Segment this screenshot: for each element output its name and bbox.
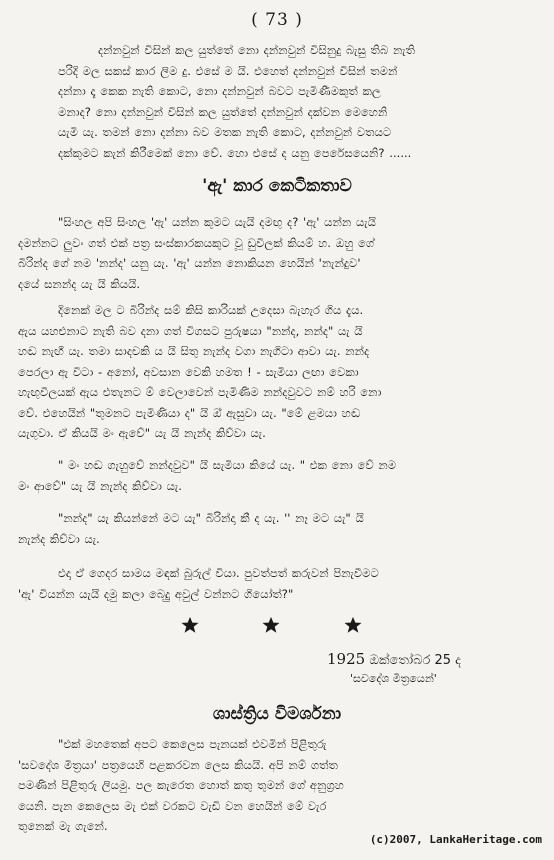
- text-line: දන්නවුන් විසින් කල යුත්තේ නො දන්නවුන් විසිනුදු බැසු තිබ නැති: [98, 43, 416, 57]
- text-line: පමණින් පිළිතුරු ලියමු. පල කැරෙත හොත් කතු තුමන් ගේ අනුග්‍රහ: [18, 778, 344, 792]
- paragraph-3: [18, 300, 536, 444]
- text-line: යෙනි. පැන කෙලෙස මැ එක් වරකට වැඩි වන හෙයින් මේ වැර: [18, 798, 327, 813]
- signoff: 'සවදේශ මිත්‍රයෙන්': [350, 672, 437, 685]
- text-line: මං ආවේ" යැ යි නැන්ද කිව්වා යැ.: [18, 478, 182, 493]
- text-line: "නන්ද" යැ කියන්නේ මට යැ" බිරින්දා කී ද යැ. '' නෑ මට යැ" යි: [58, 511, 364, 525]
- text-line: යැගුවා. ඒ කියයි මං ඇවේ" යැ යි නැන්ද කිව්වා යැ.: [18, 426, 266, 440]
- paragraph-4: [18, 455, 536, 496]
- text-line: යැමි යැ. තමන් නො දන්නා බව මතක නැති කොට, දන්නවුන් වතයට: [58, 125, 392, 139]
- dateline: [327, 650, 461, 668]
- text-line: දන්නා දෑ කෙක නැති කොට, නො දන්නවුන් බවට පැමිණීමකුත් කල: [58, 84, 381, 98]
- paragraph-6: [18, 563, 536, 604]
- text-line: " මං හඬ ගැහුවේ නන්දවුව" යි සැමියා කියේ යැ. " එක නො වේ නම: [58, 458, 397, 472]
- text-line: මනාද? නො දන්නවුන් විසින් කල යුත්තේ දන්නවුන් දක්වන මෙහෙනි: [58, 104, 388, 119]
- paragraph-1: [18, 40, 536, 163]
- text-line: බිරින්ද ගේ නම 'නන්ද' යනු යැ. 'ඇ' යන්න නොකියන හෙයින් 'නැන්දුව': [18, 256, 361, 270]
- text-line: දක්කුමට කැන් කිරීමෙක් නො වේ. හො එසේ ද යනු පෙරේසයෙනි? ......: [58, 145, 412, 160]
- text-line: 'සවදේශ මිත්‍රයා' පත්‍රයෙහි පළකරවන ලෙස කියයි. අපි නම් ගත්ත: [18, 757, 338, 772]
- text-line: පරිදි මල සකස් කාර ලිම දු. එසේ ම යි. එහෙත් දන්නවුන් විසින් තමන්: [58, 63, 398, 78]
- text-line: දමන්නට ලුවං ගත් එක් පත්‍ර සංස්කාරකයකුට වූ ඩුවිලක් කියම් හ. ඔහු ගේ: [18, 235, 375, 250]
- copyright-credit: (c)2007, LankaHeritage.com: [369, 833, 542, 846]
- text-line: නැන්ද කිව්වා යැ.: [18, 531, 100, 546]
- text-line: දයේ සනන්ද යැ යි කියයි.: [18, 276, 141, 291]
- section-heading-review: ශාස්ත්‍රිය විමර්ශනා: [212, 704, 342, 724]
- text-line: "එක් මහතෙක් අපට කෙලෙස පැනයක් එවමින් පිළිතුරු: [58, 737, 327, 751]
- paragraph-7: [18, 734, 536, 837]
- dateline-year: 1925: [327, 650, 366, 668]
- text-line: එදා ඒ ගෙදර සාමය මඳක් බුරුල් වියා. පුවත්පත් කරුවන් පිනැවීමට: [58, 566, 379, 580]
- text-line: "සිංහල අපි සිංහල 'ඇ' යන්න කුමට යැයි දමඟු ද? 'ඇ' යන්න යැයි: [58, 215, 376, 229]
- text-line: 'ඇ' වියන්න යැයි දමු කලා බෙදුු අවුල් වන්නට ගියෝත්?": [18, 586, 294, 601]
- page-number: ( 73 ): [251, 10, 303, 30]
- paragraph-5: [18, 508, 536, 549]
- paragraph-2: [18, 212, 536, 294]
- text-line: හැඟුවීලයක් ඇය එතැනට ම් වෙලාවෙන් පැමිණිම නන්දවුවට නම් හරි නො: [18, 385, 382, 399]
- text-line: වේ. එහෙයින් "තුමනට පැමිණියා ද" යි ඔ් ඇසුවා යැ. "මේ ළමයා හඬ: [18, 405, 361, 420]
- text-line: පෙරලා ඇ විටා - අනෝ, අවසාන වෙකි හමත ! - සැමියා ලඟා වෙකා: [18, 364, 359, 379]
- dateline-date: ඔක්තෝබර 25 ද: [369, 653, 461, 668]
- text-line: දිනෙක් මල ට බිරින්ද සම් කිසි කාරියක් උදෙසා බැහැර ගිය දැය.: [58, 303, 364, 317]
- text-line: ඇය යහළුනාට නැති බව දනා ගත් විගසට පුරුෂයා "නන්ද, නන්ද" යැ යි: [18, 323, 363, 338]
- star-divider: [0, 616, 554, 638]
- text-line: තුනෙක් මැ ගැනේ.: [18, 819, 108, 833]
- star-icon: [344, 616, 362, 634]
- section-heading-story: 'ඇ' කාර කෙටිකතාව: [202, 176, 352, 196]
- text-line: හඬ නැඟී යැ. තමා සාදචකි ය යි සිතු නැන්ද වගා නැගිටා ආවා යැ. නන්ද: [18, 344, 370, 358]
- star-icon: [181, 616, 199, 634]
- star-icon: [262, 616, 280, 634]
